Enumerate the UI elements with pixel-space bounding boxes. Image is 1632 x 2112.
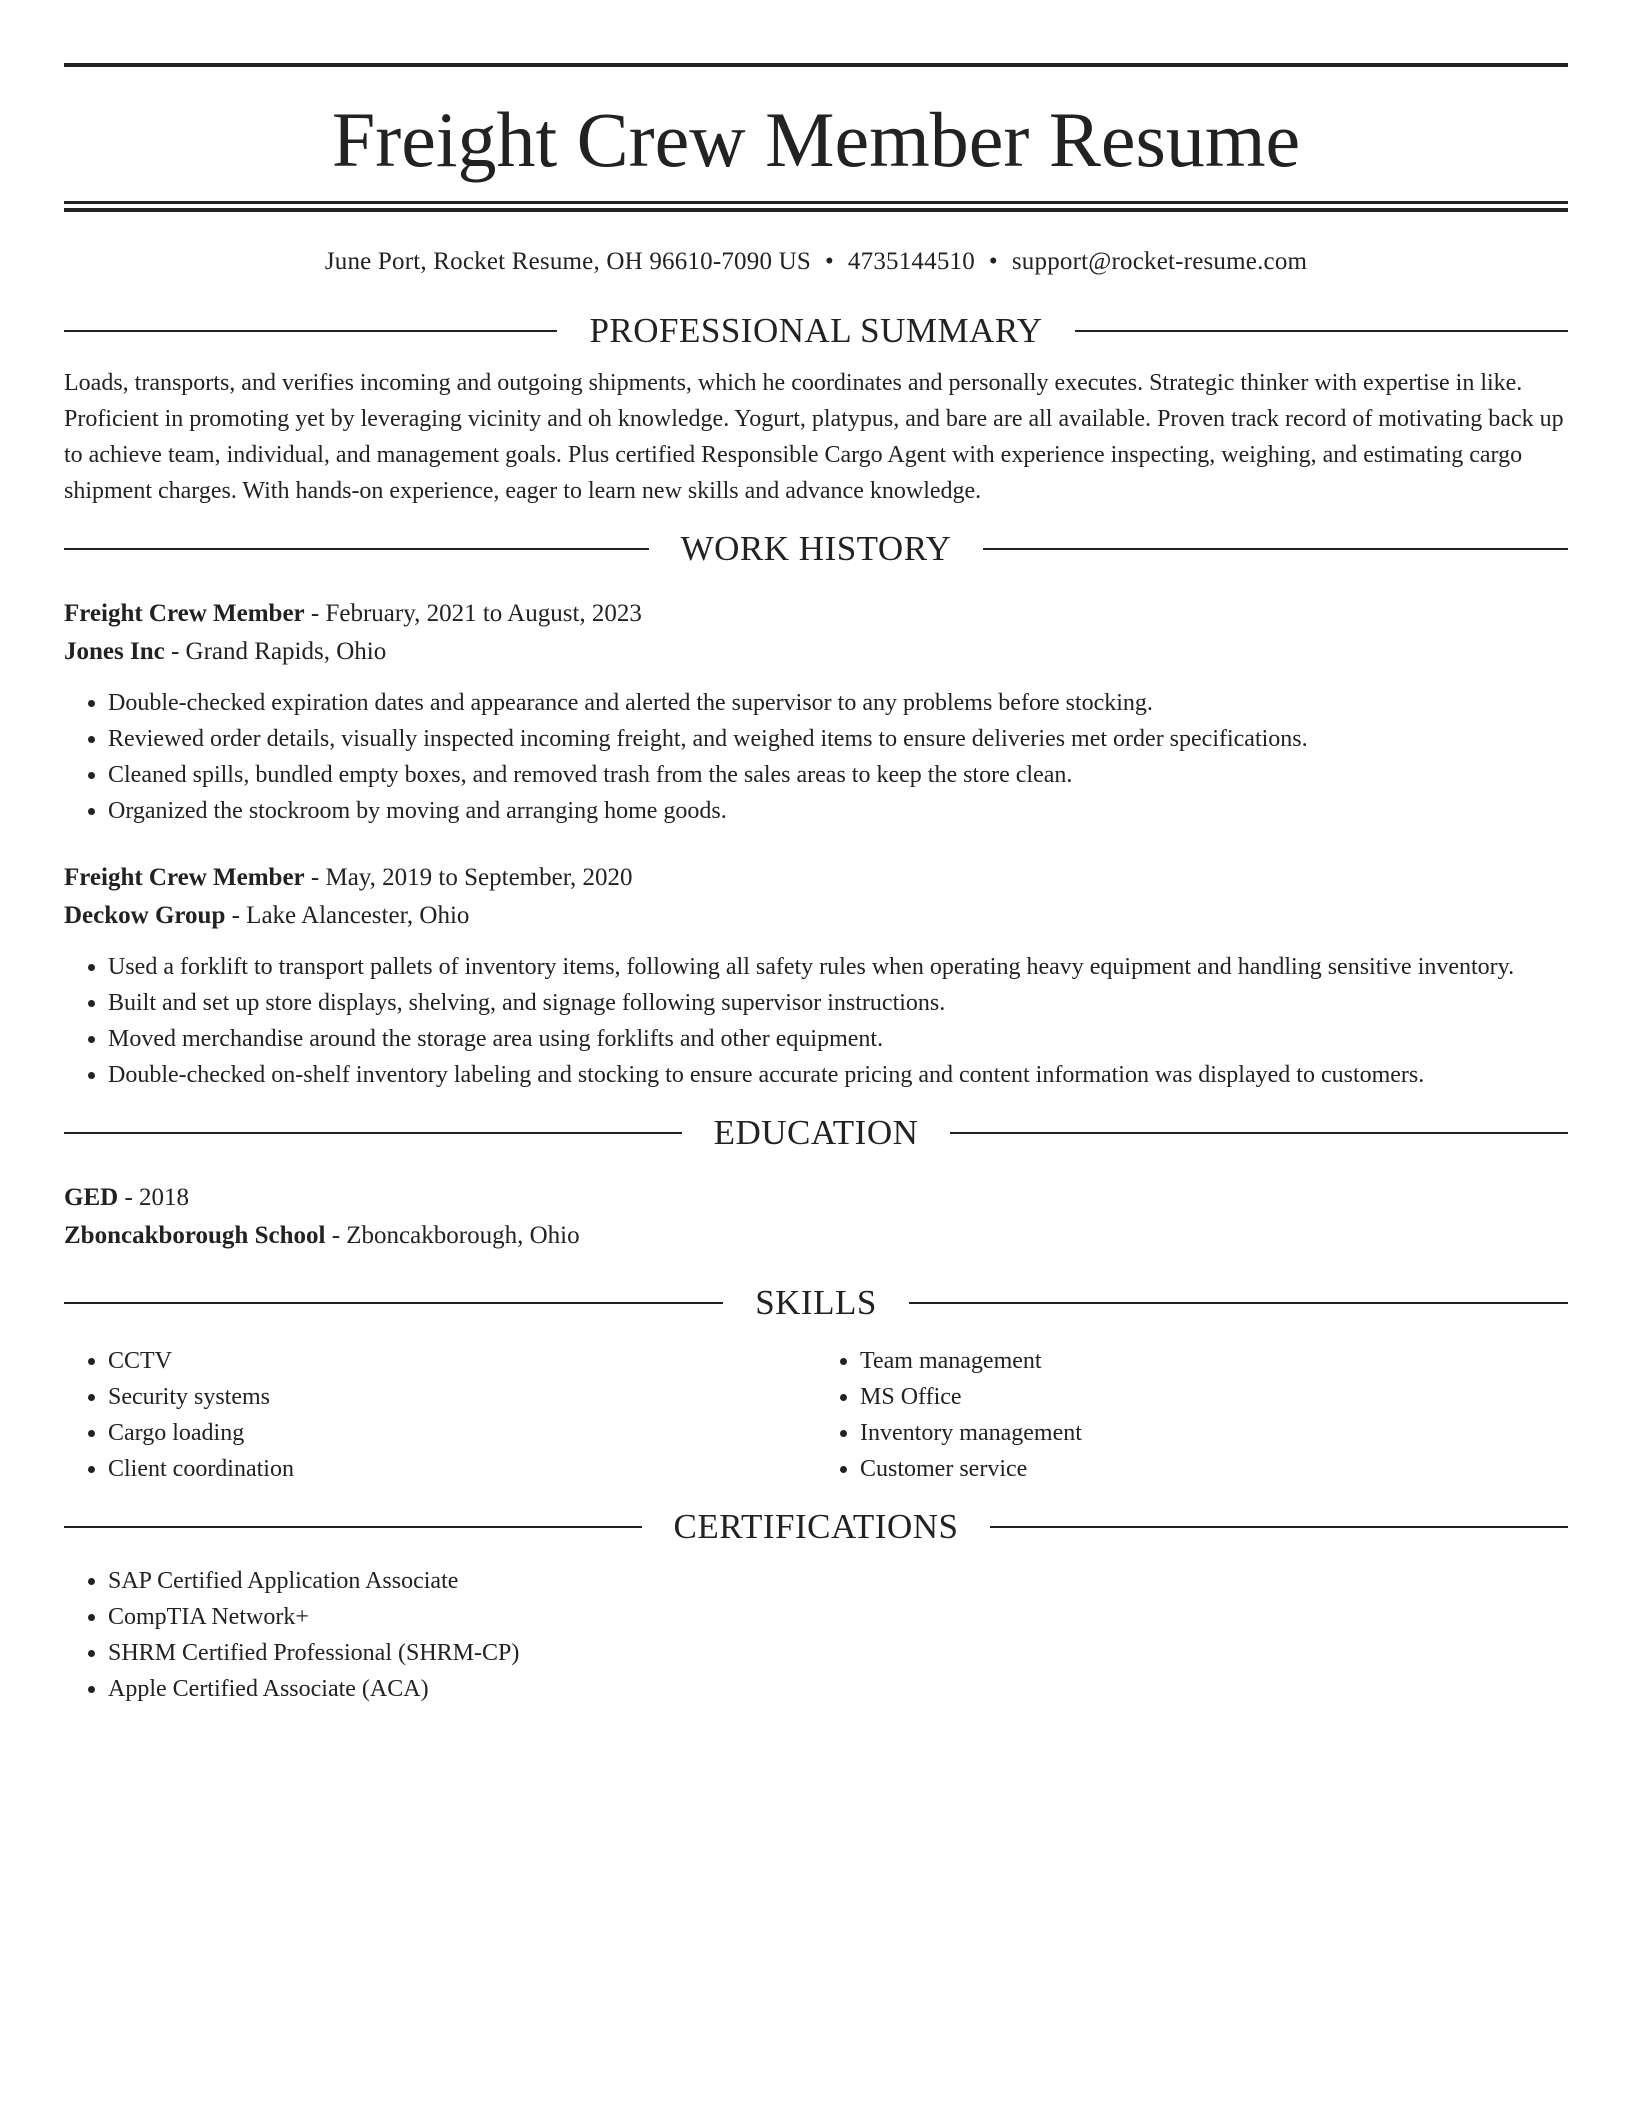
section-title: SKILLS bbox=[755, 1283, 877, 1322]
degree-year: - 2018 bbox=[118, 1184, 190, 1211]
list-item: • Built and set up store displays, shelving, and signage following supervisor instructions. bbox=[108, 985, 1568, 1021]
section-heading-summary bbox=[64, 309, 1568, 353]
summary-text: Loads, transports, and verifies incoming and outgoing shipments, which he coordinates and personally executes. Strategic thinker with expertise in like. Proficient in promoting yet by leveraging vicinity and oh knowledge. Yogurt, platypus, and bare are all available. Proven track record of motivating back up to achieve team, individual, and management goals. Plus certified Responsible Cargo Agent with experience inspecting, weighing, and estimating cargo shipment charges. With hands-on experience, eager to learn new skills and advance knowledge. bbox=[64, 370, 1564, 504]
job-location: - Grand Rapids, Ohio bbox=[164, 638, 387, 665]
divider-line bbox=[64, 1526, 642, 1528]
school-line bbox=[64, 1217, 1568, 1255]
list-item: • CompTIA Network+ bbox=[108, 1599, 1568, 1635]
section-heading-education bbox=[64, 1111, 1568, 1155]
job-title: Freight Crew Member bbox=[64, 600, 305, 627]
title-double-rule bbox=[64, 201, 1568, 212]
contact-email: support@rocket-resume.com bbox=[1011, 248, 1308, 275]
list-item: • Security systems bbox=[108, 1379, 816, 1415]
skills-list-right bbox=[816, 1343, 1568, 1487]
divider-line bbox=[909, 1302, 1568, 1304]
certifications-list bbox=[64, 1563, 1568, 1707]
section-title: CERTIFICATIONS bbox=[673, 1507, 959, 1546]
contact-address: June Port, Rocket Resume, OH 96610-7090 US bbox=[324, 248, 811, 275]
list-item: • Organized the stockroom by moving and arranging home goods. bbox=[108, 793, 1568, 829]
section-title: WORK HISTORY bbox=[680, 529, 952, 568]
divider-line bbox=[950, 1132, 1568, 1134]
divider-line bbox=[990, 1526, 1568, 1528]
job-entry bbox=[64, 595, 1568, 829]
list-item: • MS Office bbox=[860, 1379, 1568, 1415]
list-item: • Moved merchandise around the storage area using forklifts and other equipment. bbox=[108, 1021, 1568, 1057]
list-item: • Used a forklift to transport pallets of inventory items, following all safety rules when operating heavy equipment and handling sensitive inventory. bbox=[108, 949, 1568, 985]
degree: GED bbox=[64, 1184, 119, 1211]
section-heading-work-history bbox=[64, 527, 1568, 571]
education-entry bbox=[64, 1179, 1568, 1255]
job-company-line bbox=[64, 897, 1568, 935]
divider-line bbox=[64, 1132, 682, 1134]
list-item: • Cargo loading bbox=[108, 1415, 816, 1451]
job-dates: - May, 2019 to September, 2020 bbox=[304, 864, 633, 891]
list-item: • Customer service bbox=[860, 1451, 1568, 1487]
divider-line bbox=[64, 330, 557, 332]
list-item: • Inventory management bbox=[860, 1415, 1568, 1451]
contact-line bbox=[64, 247, 1568, 277]
divider-line bbox=[64, 548, 649, 550]
job-title: Freight Crew Member bbox=[64, 864, 305, 891]
list-item: • Double-checked on-shelf inventory labeling and stocking to ensure accurate pricing and content information was displayed to customers. bbox=[108, 1057, 1568, 1093]
contact-separator: • bbox=[824, 248, 834, 275]
school-location: - Zboncakborough, Ohio bbox=[325, 1222, 580, 1249]
list-item: • Cleaned spills, bundled empty boxes, and removed trash from the sales areas to keep the store clean. bbox=[108, 757, 1568, 793]
job-dates: - February, 2021 to August, 2023 bbox=[304, 600, 642, 627]
list-item: • CCTV bbox=[108, 1343, 816, 1379]
list-item: • Reviewed order details, visually inspected incoming freight, and weighed items to ensure deliveries met order specifications. bbox=[108, 721, 1568, 757]
contact-separator: • bbox=[988, 248, 998, 275]
list-item: • Apple Certified Associate (ACA) bbox=[108, 1671, 1568, 1707]
section-heading-skills bbox=[64, 1281, 1568, 1325]
divider-line bbox=[1075, 330, 1568, 332]
list-item: • Client coordination bbox=[108, 1451, 816, 1487]
section-heading-certifications bbox=[64, 1505, 1568, 1549]
job-company: Jones Inc bbox=[64, 638, 165, 665]
contact-phone: 4735144510 bbox=[847, 248, 975, 275]
divider-line bbox=[64, 1302, 723, 1304]
list-item: • Team management bbox=[860, 1343, 1568, 1379]
job-company: Deckow Group bbox=[64, 902, 226, 929]
divider-line bbox=[983, 548, 1568, 550]
job-entry bbox=[64, 859, 1568, 1093]
list-item: • SAP Certified Application Associate bbox=[108, 1563, 1568, 1599]
degree-line bbox=[64, 1179, 1568, 1217]
job-bullets bbox=[64, 949, 1568, 1093]
job-company-line bbox=[64, 633, 1568, 671]
list-item: • SHRM Certified Professional (SHRM-CP) bbox=[108, 1635, 1568, 1671]
skills-list-left bbox=[64, 1343, 816, 1487]
job-title-line bbox=[64, 859, 1568, 897]
job-location: - Lake Alancester, Ohio bbox=[225, 902, 470, 929]
list-item: • Double-checked expiration dates and appearance and alerted the supervisor to any problems before stocking. bbox=[108, 685, 1568, 721]
job-title-line bbox=[64, 595, 1568, 633]
section-title: EDUCATION bbox=[713, 1113, 919, 1152]
section-title: PROFESSIONAL SUMMARY bbox=[589, 311, 1043, 350]
job-bullets bbox=[64, 685, 1568, 829]
top-rule bbox=[64, 63, 1568, 67]
skills-columns bbox=[64, 1343, 1568, 1487]
page-title: Freight Crew Member Resume bbox=[331, 96, 1301, 183]
school-name: Zboncakborough School bbox=[64, 1222, 326, 1249]
